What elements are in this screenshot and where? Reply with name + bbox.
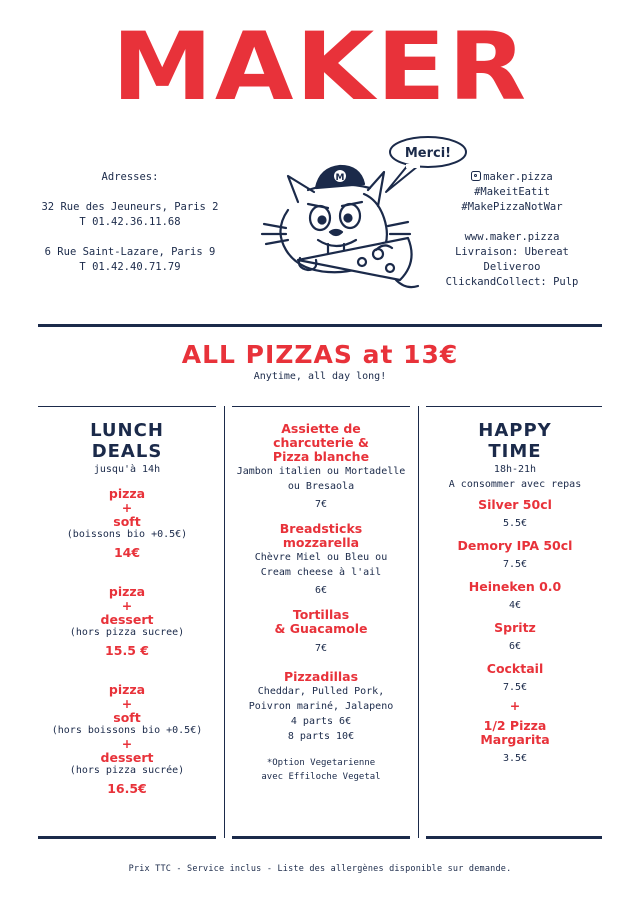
starter3-name-2: & Guacamole: [274, 621, 368, 636]
divider-top: [38, 324, 602, 327]
col1-top-rule: [38, 406, 216, 407]
deal3-item1: pizza: [108, 682, 146, 697]
starter4-desc-2: Poivron mariné, Jalapeno: [248, 701, 394, 712]
starter3-name-1: Tortillas: [292, 607, 350, 622]
starter1-name-1: Assiette de: [281, 421, 361, 436]
happy-item-name: Spritz: [494, 620, 536, 635]
deal3-plus2: +: [121, 736, 133, 751]
address-1-street: 32 Rue des Jeuneurs, Paris 2: [41, 201, 219, 213]
happy-plus: +: [509, 698, 521, 713]
col1-bottom-rule: [38, 836, 216, 839]
deal1-item1: pizza: [108, 486, 146, 501]
instagram-handle: maker.pizza: [483, 171, 553, 183]
happy-condition: A consommer avec repas: [448, 479, 582, 490]
happy-item-name: Heineken 0.0: [468, 579, 562, 594]
happy-item: [426, 539, 604, 572]
happy-item: [426, 621, 604, 654]
deal1-note: (boissons bio +0.5€): [66, 529, 188, 540]
veg-note-2: avec Effiloche Vegetal: [261, 772, 381, 782]
footer-note: Prix TTC - Service inclus - Liste des allergènes disponible sur demande.: [128, 864, 512, 874]
deal3-plus1: +: [121, 696, 133, 711]
starter4-price-1: 4 parts 6€: [290, 716, 352, 727]
happy-bonus-1: 1/2 Pizza: [483, 718, 547, 733]
happy-hours: 18h-21h: [493, 464, 537, 475]
happy-item: [426, 498, 604, 531]
happy-item-name: Demory IPA 50cl: [457, 538, 573, 553]
starter2-desc-1: Chèvre Miel ou Bleu ou: [254, 552, 388, 563]
deal1-plus: +: [121, 500, 133, 515]
starter1-price: 7€: [314, 499, 328, 510]
deal2-item2: dessert: [100, 612, 154, 627]
happy-time-column: [426, 420, 604, 766]
address-1-phone: T 01.42.36.11.68: [79, 216, 181, 228]
col-divider-2: [418, 406, 419, 838]
lunch-deals-column: [38, 420, 216, 797]
col-divider-1: [224, 406, 225, 838]
happy-item: [426, 580, 604, 613]
lunch-title-1: LUNCH: [90, 420, 164, 441]
cap-letter: M: [335, 173, 345, 183]
deal3-price: 16.5€: [107, 781, 147, 796]
happy-bonus-price: 3.5€: [502, 753, 528, 764]
veg-note-1: *Option Vegetarienne: [266, 758, 376, 768]
happy-bonus-2: Margarita: [480, 732, 550, 747]
promo-subtitle: Anytime, all day long!: [253, 371, 387, 382]
starter2-name-1: Breadsticks: [279, 521, 363, 536]
lunch-title-2: DEALS: [91, 441, 163, 462]
starter3-price: 7€: [314, 643, 328, 654]
starter2-name-2: mozzarella: [282, 535, 360, 550]
hashtag-2: #MakePizzaNotWar: [461, 201, 563, 213]
lunch-hours: jusqu'à 14h: [93, 464, 161, 475]
col2-bottom-rule: [232, 836, 410, 839]
happy-item-name: Silver 50cl: [478, 497, 552, 512]
col2-top-rule: [232, 406, 410, 407]
social-block: [432, 170, 592, 290]
happy-title-1: HAPPY: [478, 420, 552, 441]
address-2-phone: T 01.42.40.71.79: [79, 261, 181, 273]
delivery-line-2: Deliveroo: [483, 261, 541, 273]
deal2-note: (hors pizza sucree): [69, 627, 185, 638]
happy-item-price: 5.5€: [502, 518, 528, 529]
starter2-price: 6€: [314, 585, 328, 596]
addresses-label: Adresses:: [101, 171, 159, 183]
deal3-note2: (hors pizza sucrée): [69, 765, 185, 776]
happy-item-name: Cocktail: [486, 661, 544, 676]
deal2-item1: pizza: [108, 584, 146, 599]
deal1-price: 14€: [113, 545, 141, 560]
promo-title: ALL PIZZAS at 13€: [181, 340, 459, 369]
happy-title-2: TIME: [488, 441, 542, 462]
instagram-icon: [471, 171, 481, 181]
deal3-item2: soft: [113, 710, 141, 725]
happy-item: [426, 662, 604, 695]
deal2-price: 15.5 €: [105, 643, 149, 658]
deal3-note1: (hors boissons bio +0.5€): [51, 725, 203, 736]
instagram-link[interactable]: [432, 170, 592, 185]
click-collect-line: ClickandCollect: Pulp: [445, 276, 579, 288]
starter1-desc-2: ou Bresaola: [287, 481, 355, 492]
happy-item-price: 6€: [508, 641, 522, 652]
happy-item-price: 7.5€: [502, 682, 528, 693]
starter1-name-2: charcuterie &: [273, 435, 369, 450]
happy-item-price: 4€: [508, 600, 522, 611]
col3-top-rule: [426, 406, 602, 407]
speech-text: Merci!: [404, 146, 452, 161]
deal1-item2: soft: [113, 514, 141, 529]
starters-column: [232, 422, 410, 784]
website-link[interactable]: www.maker.pizza: [464, 231, 560, 243]
starter1-name-3: Pizza blanche: [272, 449, 370, 464]
col3-bottom-rule: [426, 836, 602, 839]
starter2-desc-2: Cream cheese à l'ail: [260, 567, 382, 578]
brand-logo: MAKER: [111, 13, 529, 122]
deal3-item3: dessert: [100, 750, 154, 765]
address-2-street: 6 Rue Saint-Lazare, Paris 9: [44, 246, 216, 258]
addresses-block: [30, 170, 230, 275]
starter1-desc-1: Jambon italien ou Mortadelle: [236, 466, 406, 477]
hashtag-1: #MakeitEatit: [474, 186, 550, 198]
starter4-name: Pizzadillas: [283, 669, 359, 684]
starter4-price-2: 8 parts 10€: [287, 731, 355, 742]
deal2-plus: +: [121, 598, 133, 613]
starter4-desc-1: Cheddar, Pulled Pork,: [257, 686, 385, 697]
happy-item-price: 7.5€: [502, 559, 528, 570]
delivery-line-1: Livraison: Ubereat: [455, 246, 569, 258]
